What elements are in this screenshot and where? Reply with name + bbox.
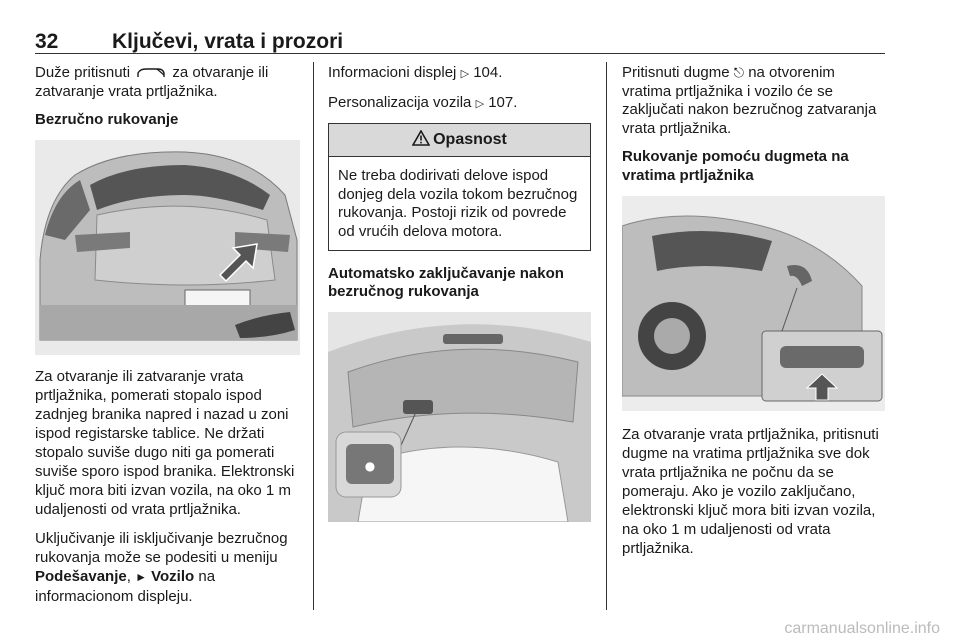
tailgate-interior-image (328, 312, 591, 522)
column-3 (622, 64, 887, 568)
tailgate-button-illustration (328, 312, 591, 522)
heading-auto-lock: Automatsko zaključavanje nakon bezručnog rukovanja (328, 264, 564, 301)
handsfree-illustration (35, 140, 300, 355)
column-1 (35, 64, 300, 616)
car-rear-image (35, 140, 300, 355)
column-2 (328, 64, 591, 522)
paragraph-tailgate-button-instructions: Za otvaranje vrata prtljažnika, pritisnuti dugme na vratima prtljažnika sve dok vrata prtljažnika ne počnu da se pomeraju. Ako je vozilo zaključano, elektronski ključ mora biti izvan vozila, na oko 1 m udaljenosti od vrata prtljažnika. (622, 425, 879, 557)
heading-handsfree: Bezručno rukovanje (35, 111, 179, 129)
paragraph-handsfree-settings: Uključivanje ili isključivanje bezručnog rukovanja može se podesiti u meniju Podešavanje, ► Vozilo na informacionom displeju. (35, 529, 288, 605)
svg-text:●: ● (364, 458, 376, 473)
page-header (35, 30, 885, 52)
footer-watermark: carmanualsonline.info (784, 620, 940, 637)
warning-header: Opasnost (329, 124, 590, 157)
warning-box (328, 123, 591, 250)
menu-arrow-icon: ► (135, 569, 147, 584)
column-divider-1 (313, 62, 314, 610)
reference-personalization: Personalizacija vozila ▷ 107. (328, 93, 518, 111)
page-ref-icon: ▷ (460, 68, 470, 80)
tailgate-switch-illustration (622, 196, 885, 411)
paragraph-handsfree-instructions: Za otvaranje ili zatvaranje vrata prtljažnika, pomerati stopalo ispod zadnjeg branika napred i nazad u zoni ispod registarske tablice. Ne držati stopalo suviše dugo niti ga pomerati suviše sporo ispod branika. Elektronski ključ mora biti izvan vozila, na oko 1 m udaljenosti od vrata prtljažnika. (35, 367, 295, 518)
menu-vehicle: Vozilo (151, 567, 195, 585)
column-divider-2 (606, 62, 607, 610)
warning-triangle-icon (412, 130, 430, 146)
menu-settings: Podešavanje (35, 567, 127, 585)
page-ref-icon: ▷ (475, 97, 485, 110)
warning-text: Ne treba dodirivati delove ispod donjeg dela vozila tokom bezručnog rukovanja. Postoji rizik od povrede od vrućih delova motora. (338, 167, 578, 240)
car-side-image (622, 196, 885, 411)
paragraph-trunk-button: Duže pritisnuti za otvaranje ili zatvaranje vrata prtljažnika. (35, 64, 269, 100)
reference-info-display: Informacioni displej ▷ 104. (328, 64, 503, 81)
heading-tailgate-button: Rukovanje pomoću dugmeta na vratima prtljažnika (622, 148, 849, 184)
tailgate-icon (136, 67, 166, 79)
paragraph-lock-button: Pritisnuti dugme ⎋ na otvorenim vratima prtljažnika i vozilo će se zaključati nakon bezručnog zatvaranja vrata prtljažnika. (622, 64, 877, 137)
page-number: 32 (35, 30, 59, 53)
header-divider (35, 53, 885, 54)
chapter-title: Ključevi, vrata i prozori (112, 30, 344, 53)
lock-key-icon: ⎋ (733, 65, 745, 80)
